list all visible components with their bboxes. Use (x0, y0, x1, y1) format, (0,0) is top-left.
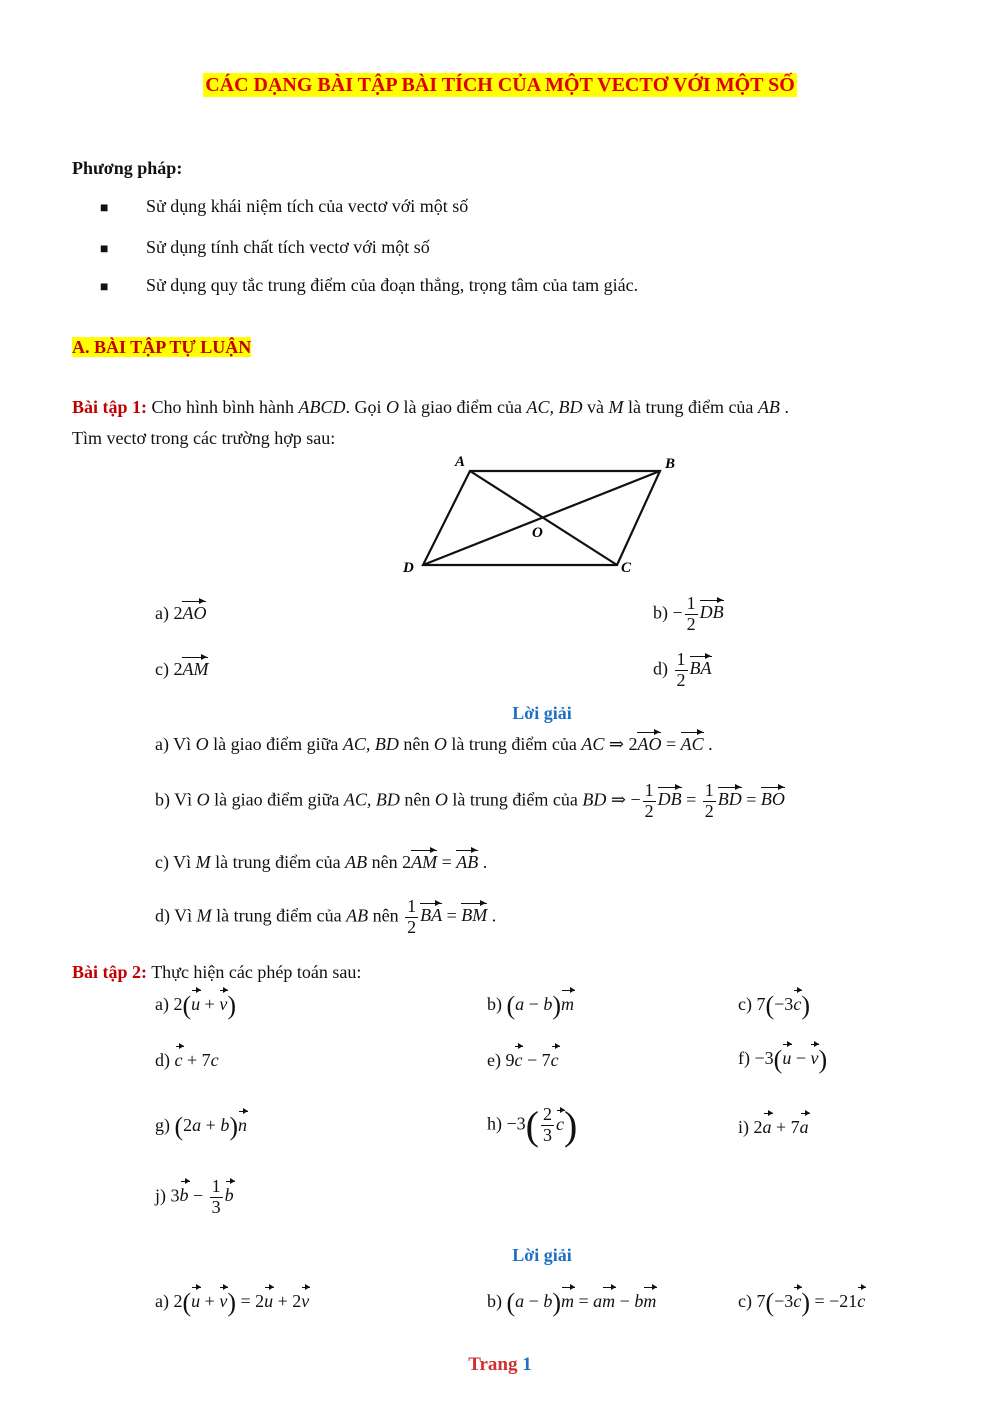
ex2-part-c: c) 7(−3c) (738, 991, 810, 1020)
ex2-part-g: g) (2a + b)n (155, 1112, 247, 1141)
ex1-solution-b: b) Vì O là giao điểm giữa AC, BD nên O là trung điểm của BD ⇒ − $\frac{1}{2}$ DB = $\frac{1}{2}$ BD = BO (155, 780, 785, 821)
ex2-solution-c: c) 7(−3c) = −21c (738, 1288, 866, 1317)
vertex-label-a: A (455, 454, 466, 470)
method-bullet-1: ■ Sử dụng khái niệm tích của vectơ với một số (100, 196, 469, 216)
parallelogram-figure (395, 448, 695, 583)
ex1-part-c: c) 2AM (155, 659, 209, 679)
ex2-part-h: h) −3( $\frac{2}{3}$ c) (487, 1103, 578, 1148)
vertex-label-b: B (665, 456, 676, 472)
ex2-part-a: a) 2(u + v) (155, 991, 236, 1020)
ex2-part-i: i) 2a + 7a (738, 1117, 809, 1137)
exercise-1-line2: Tìm vectơ trong các trường hợp sau: (72, 428, 336, 448)
exercise-1-statement: Bài tập 1: Cho hình bình hành ABCD. Gọi O là giao điểm của AC, BD và M là trung điểm của AB . (72, 397, 789, 417)
method-bullet-2: ■ Sử dụng tính chất tích vectơ với một số (100, 237, 430, 257)
ex1-solution-d: d) Vì M là trung điểm của AB nên $\frac{1}{2}$ BA = BM . (155, 896, 497, 937)
vertex-label-c: C (621, 560, 632, 576)
ex2-part-j: j) 3b − $\frac{1}{3}$ b (155, 1176, 234, 1217)
ex2-part-f: f) −3(u − v) (738, 1045, 828, 1074)
vertex-label-o: O (532, 525, 543, 541)
ex1-part-b: b) − $\frac{1}{2}$ DB (653, 593, 724, 634)
method-bullet-3: ■ Sử dụng quy tắc trung điểm của đoạn thẳng, trọng tâm của tam giác. (100, 275, 639, 295)
ex2-part-d: d) c + 7c (155, 1050, 219, 1070)
bullet-square-icon: ■ (100, 242, 109, 257)
vertex-label-d: D (403, 560, 414, 576)
method-heading: Phương pháp: (72, 158, 183, 178)
ex1-part-a: a) 2AO (155, 603, 207, 623)
ex2-solution-b: b) (a − b)m = am − bm (487, 1288, 657, 1317)
ex1-solution-c: c) Vì M là trung điểm của AB nên 2AM = AB . (155, 852, 488, 872)
bullet-square-icon: ■ (100, 280, 109, 295)
ex1-part-d: d) $\frac{1}{2}$ BA (653, 649, 712, 690)
section-heading: A. BÀI TẬP TỰ LUẬN (72, 337, 252, 357)
exercise-2-statement: Bài tập 2: Thực hiện các phép toán sau: (72, 962, 362, 982)
page-title: CÁC DẠNG BÀI TẬP BÀI TÍCH CỦA MỘT VECTƠ VỚI MỘT SỐ (205, 74, 795, 96)
solution-label-1: Lời giải (512, 703, 572, 723)
ex1-solution-a: a) Vì O là giao điểm giữa AC, BD nên O là trung điểm của AC ⇒ 2AO = AC . (155, 734, 713, 754)
page-footer: Trang 1 (468, 1354, 532, 1375)
ex2-solution-a: a) 2(u + v) = 2u + 2v (155, 1288, 310, 1317)
solution-label-2: Lời giải (512, 1245, 572, 1265)
bullet-square-icon: ■ (100, 201, 109, 216)
ex2-part-b: b) (a − b)m (487, 991, 574, 1020)
ex2-part-e: e) 9c − 7c (487, 1050, 559, 1070)
